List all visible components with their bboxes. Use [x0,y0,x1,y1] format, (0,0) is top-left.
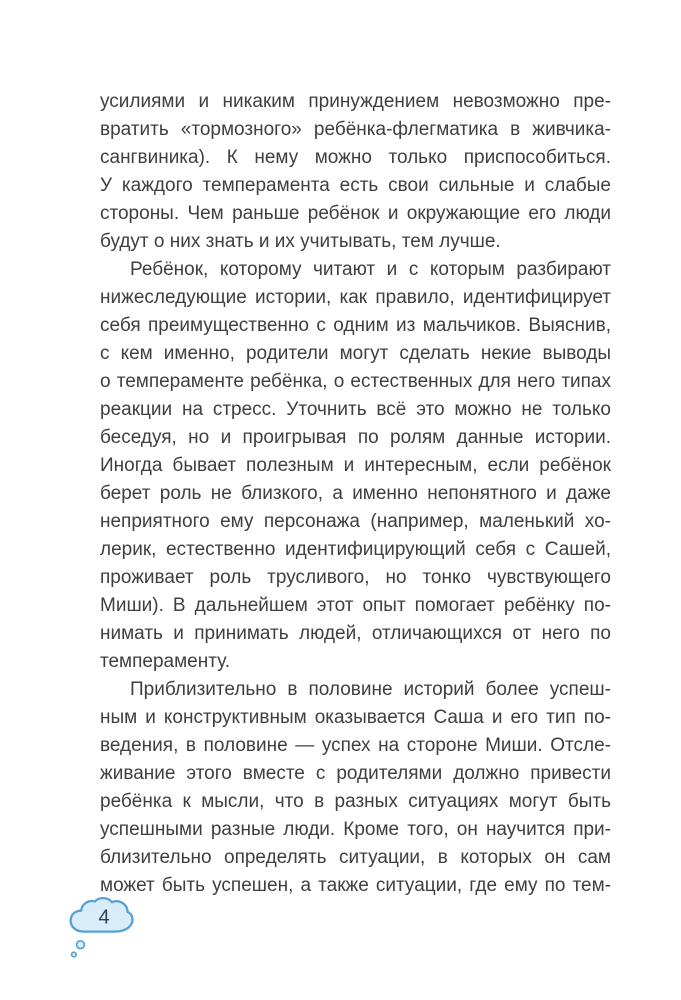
text-line: вратить «тормозного» ребёнка-флегматика в живчика- [100,119,611,140]
text-line: с кем именно, родители могут сделать некие выводы [100,343,611,364]
page-number-cloud [68,896,140,962]
text-line: будут о них знать и их учитывать, тем лучше. [100,231,501,252]
paragraph [100,676,611,900]
paragraph [100,88,611,256]
text-line: стороны. Чем раньше ребёнок и окружающие его люди [100,203,611,224]
text-line: ведения, в половине — успех на стороне Миши. Отсле- [100,735,611,756]
text-line: темпераменту. [100,651,231,672]
text-line: У каждого темперамента есть свои сильные и слабые [100,175,611,196]
text-line: Иногда бывает полезным и интересным, если ребёнок [100,455,611,476]
text-line: сангвиника). К нему можно только приспособиться. [100,147,611,168]
text-line: реакции на стресс. Уточнить всё это можно не только [100,399,611,420]
text-line: неприятного ему персонажа (например, маленький хо- [100,511,611,532]
text-line: живание этого вместе с родителями должно привести [100,763,611,784]
text-block [100,88,611,900]
text-line: Миши). В дальнейшем этот опыт помогает ребёнку по- [100,595,611,616]
text-line: нижеследующие истории, как правило, идентифицирует [100,287,611,308]
text-line: нимать и принимать людей, отличающихся от него по [100,623,611,644]
text-line: Приблизительно в половине историй более успеш- [130,679,611,700]
text-line: беседуя, но и проигрывая по ролям данные истории. [100,427,611,448]
bubble-small-icon [72,952,77,957]
text-line: ребёнка к мысли, что в разных ситуациях могут быть [100,791,611,812]
paragraph [100,256,611,676]
text-line: Ребёнок, которому читают и с которым разбирают [130,259,611,280]
text-line: себя преимущественно с одним из мальчиков. Выяснив, [100,315,611,336]
text-line: может быть успешен, а также ситуации, где ему по тем- [100,875,611,896]
text-line: усилиями и никаким принуждением невозможно пре- [100,91,611,112]
text-line: близительно определять ситуации, в которых он сам [100,847,611,868]
text-line: ным и конструктивным оказывается Саша и его тип по- [100,707,611,728]
page-number: 4 [98,906,110,929]
text-line: берет роль не близкого, а именно непонятного и даже [100,483,611,504]
text-line: лерик, естественно идентифицирующий себя с Сашей, [100,539,611,560]
text-line: о темпераменте ребёнка, о естественных для него типах [100,371,611,392]
text-line: успешными разные люди. Кроме того, он научится при- [100,819,611,840]
text-line: проживает роль трусливого, но тонко чувствующего [100,567,611,588]
bubble-icon [77,941,85,949]
